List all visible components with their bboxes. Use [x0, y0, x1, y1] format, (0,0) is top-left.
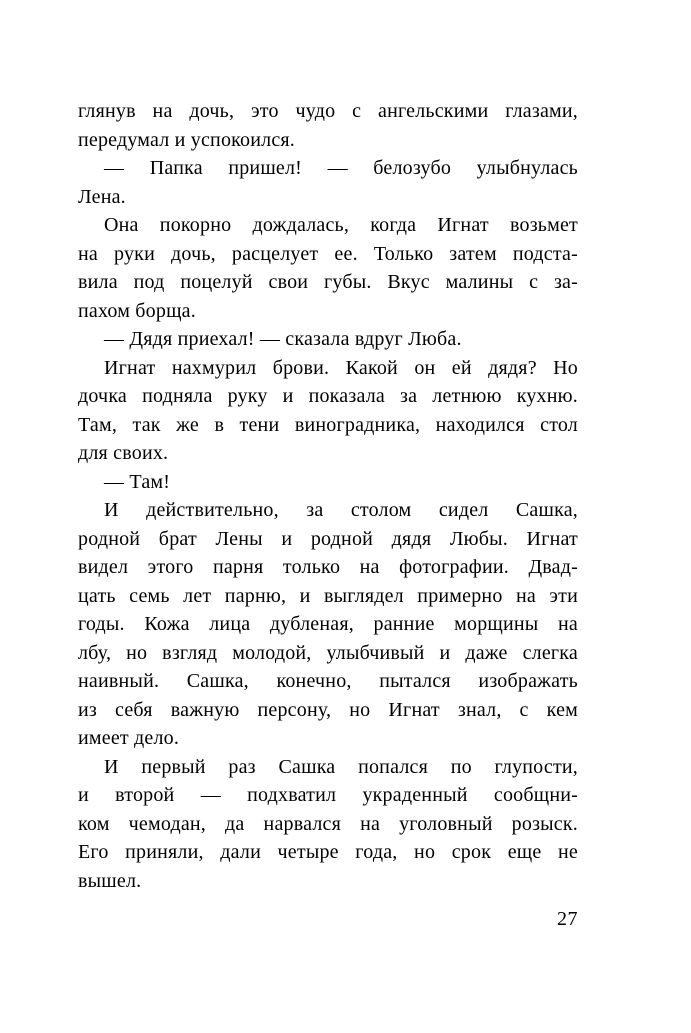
text-line: наивный. Сашка, конечно, пытался изображать	[78, 670, 578, 692]
text-line: и второй — подхватил украденный сообщни-	[78, 784, 578, 806]
text-line: вышел.	[78, 869, 142, 892]
text-line: имеет дело.	[78, 727, 180, 749]
text-line: Его приняли, дали четыре года, но срок еще не	[78, 841, 578, 863]
text-line: родной брат Лены и родной дядя Любы. Игнат	[78, 527, 578, 550]
text-line: видел этого парня только на фотографии. Двад-	[78, 556, 578, 578]
text-line: лбу, но взгляд молодой, улыбчивый и даже слегка	[78, 641, 578, 664]
text-line: глянув на дочь, это чудо с ангельскими глазами,	[78, 100, 578, 122]
text-line: вила под поцелуй свои губы. Вкус малины с за-	[78, 271, 578, 293]
page-number: 27	[557, 908, 578, 930]
text-line: цать семь лет парню, и выглядел примерно на эти	[78, 584, 578, 607]
text-line: Игнат нахмурил брови. Какой он ей дядя? Но	[104, 356, 578, 379]
text-line: — Дядя приехал! — сказала вдруг Люба.	[104, 328, 462, 350]
text-line: передумал и успокоился.	[78, 128, 296, 151]
text-line: — Папка пришел! — белозубо улыбнулась	[104, 157, 578, 179]
text-line: Там, так же в тени виноградника, находился стол	[78, 413, 578, 436]
text-line: на руки дочь, расцелует ее. Только затем подста-	[78, 242, 578, 265]
text-line: ком чемодан, да нарвался на уголовный розыск.	[78, 812, 578, 835]
text-line: — Там!	[104, 470, 171, 493]
text-line: пахом борща.	[78, 299, 196, 322]
text-line: И первый раз Сашка попался по глупости,	[104, 755, 578, 778]
body-text	[78, 97, 578, 895]
text-line: годы. Кожа лица дубленая, ранние морщины на	[78, 613, 578, 635]
text-line: И действительно, за столом сидел Сашка,	[104, 499, 578, 521]
text-line: для своих.	[78, 442, 169, 464]
text-line: из себя важную персону, но Игнат знал, с кем	[78, 698, 578, 721]
text-line: дочка подняла руку и показала за летнюю кухню.	[78, 385, 578, 407]
text-line: Она покорно дождалась, когда Игнат возьмет	[104, 214, 578, 236]
text-line: Лена.	[78, 185, 126, 208]
